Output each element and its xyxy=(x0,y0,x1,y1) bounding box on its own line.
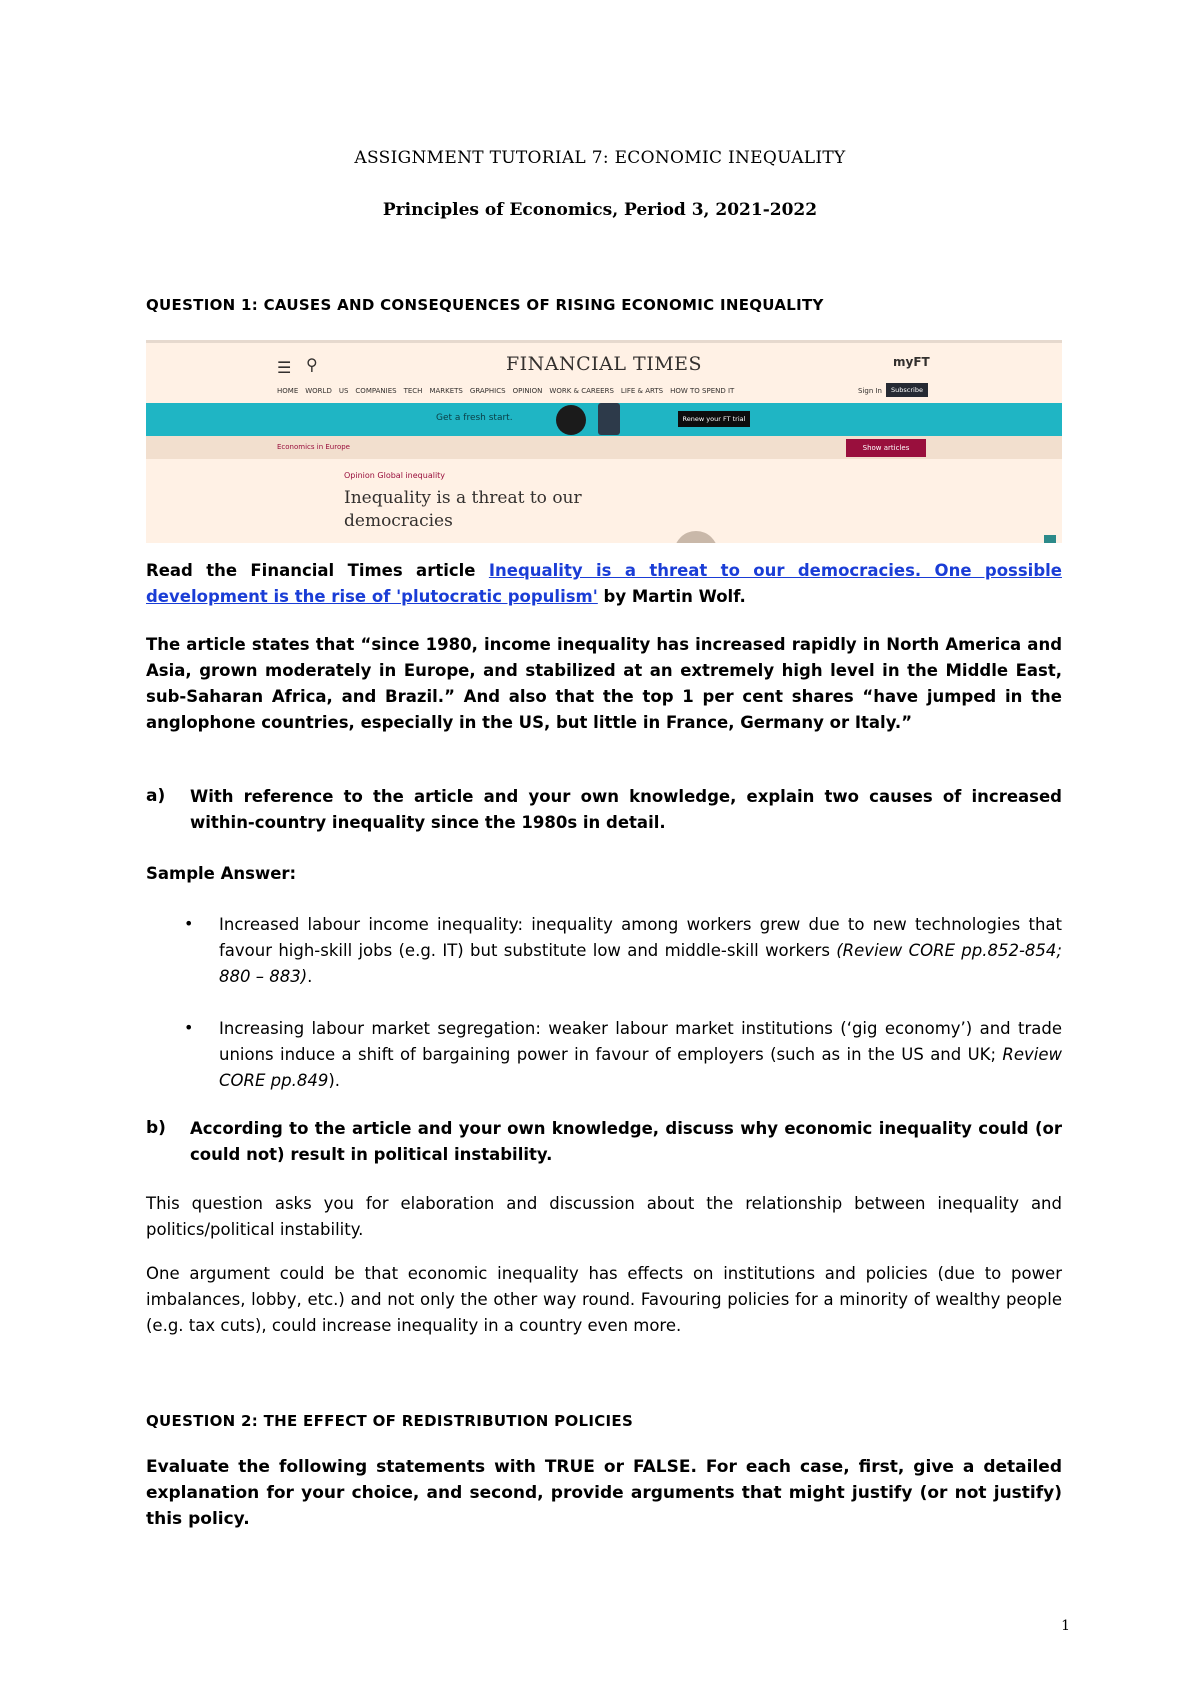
phone-image xyxy=(598,403,620,435)
ft-logo: FINANCIAL TIMES xyxy=(505,353,703,375)
ft-topic-strip xyxy=(146,436,1062,459)
part-b-question: According to the article and your own knowledge, discuss why economic inequality could (or could not) result in political instability. xyxy=(190,1119,1062,1164)
bullet-icon: • xyxy=(184,1018,194,1037)
ft-nav-item: TECH xyxy=(403,387,423,395)
myft-link: myFT xyxy=(893,355,930,369)
ft-article-screenshot xyxy=(146,340,1062,543)
page-number: 1 xyxy=(1061,1618,1070,1634)
ft-show-articles-button: Show articles xyxy=(846,439,926,457)
article-quote-paragraph: The article states that “since 1980, income inequality has increased rapidly in North America and Asia, grown moderately in Europe, and stabilized at an extremely high level in the Middle East, sub-Saharan Africa, and Brazil.” And also that the top 1 per cent shares “have jumped in the anglophone countries, especially in the US, but little in France, Germany or Italy.” xyxy=(146,635,1062,732)
ft-nav-item: COMPANIES xyxy=(355,387,397,395)
article-link[interactable]: Inequality is a threat to our democracies. One possible development is the rise of 'plutocratic populism' xyxy=(146,561,1062,606)
question-2-heading: QUESTION 2: THE EFFECT OF REDISTRIBUTION POLICIES xyxy=(146,1412,634,1430)
ft-article-kicker: Opinion Global inequality xyxy=(344,471,446,480)
menu-icon: ☰ xyxy=(277,358,292,377)
question-2-instructions: Evaluate the following statements with TRUE or FALSE. For each case, first, give a detailed explanation for your choice, and second, provide arguments that might justify (or not justify) this policy. xyxy=(146,1457,1062,1529)
ft-nav-item: GRAPHICS xyxy=(469,387,506,395)
part-a-question: With reference to the article and your own knowledge, explain two causes of increased within-country inequality since the 1980s in detail. xyxy=(190,787,1062,832)
bullet-2: Increasing labour market segregation: weaker labour market institutions (‘gig economy’) and trade unions induce a shift of bargaining power in favour of employers (such as in the US and UK; Review CORE pp.849). xyxy=(219,1019,1062,1090)
ft-nav-item: US xyxy=(338,387,349,395)
sample-answer-label: Sample Answer: xyxy=(146,864,297,883)
read-article-paragraph xyxy=(146,558,1062,610)
answer-paragraph-1: This question asks you for elaboration and discussion about the relationship between inequality and politics/political instability. xyxy=(146,1194,1062,1239)
ft-subscribe-button: Subscribe xyxy=(886,383,928,397)
bullet-icon: • xyxy=(184,914,194,933)
ft-nav-item: MARKETS xyxy=(429,387,463,395)
bullet-1: Increased labour income inequality: inequality among workers grew due to new technologies that favour high-skill jobs (e.g. IT) but substitute low and middle-skill workers (Review CORE pp.852-854; 880 – 883). xyxy=(219,915,1062,986)
ft-nav xyxy=(277,387,734,395)
question-1-heading: QUESTION 1: CAUSES AND CONSEQUENCES OF RISING ECONOMIC INEQUALITY xyxy=(146,296,824,314)
ft-article-headline: Inequality is a threat to our democracies xyxy=(344,488,582,531)
ft-nav-item: WORLD xyxy=(305,387,332,395)
document-subtitle: Principles of Economics, Period 3, 2021-2022 xyxy=(382,200,818,220)
search-icon: ⚲ xyxy=(306,355,318,374)
ft-scroll-widget xyxy=(1044,535,1056,543)
ft-nav-item: LIFE & ARTS xyxy=(620,387,664,395)
ft-nav-item: WORK & CAREERS xyxy=(549,387,614,395)
ft-sign-in: Sign In xyxy=(858,387,882,395)
part-a-label: a) xyxy=(146,786,166,806)
part-b-label: b) xyxy=(146,1118,166,1138)
coffee-cup-image xyxy=(556,405,586,435)
ft-banner-button: Renew your FT trial xyxy=(678,411,750,427)
ft-topic-text: Economics in Europe xyxy=(277,443,350,451)
ft-nav-item: OPINION xyxy=(512,387,543,395)
ft-banner-text: Get a fresh start. xyxy=(436,413,513,423)
ft-promo-banner xyxy=(146,403,1062,436)
author-avatar xyxy=(674,531,718,543)
read-prefix: Read the Financial Times article xyxy=(146,561,489,580)
read-suffix: by Martin Wolf. xyxy=(597,587,746,606)
ft-nav-item: HOW TO SPEND IT xyxy=(670,387,735,395)
answer-paragraph-2: One argument could be that economic inequality has effects on institutions and policies (due to power imbalances, lobby, etc.) and not only the other way round. Favouring policies for a minority of wealthy people (e.g. tax cuts), could increase inequality in a country even more. xyxy=(146,1264,1062,1335)
ft-nav-item: HOME xyxy=(277,387,299,395)
document-title: ASSIGNMENT TUTORIAL 7: ECONOMIC INEQUALITY xyxy=(354,148,846,168)
